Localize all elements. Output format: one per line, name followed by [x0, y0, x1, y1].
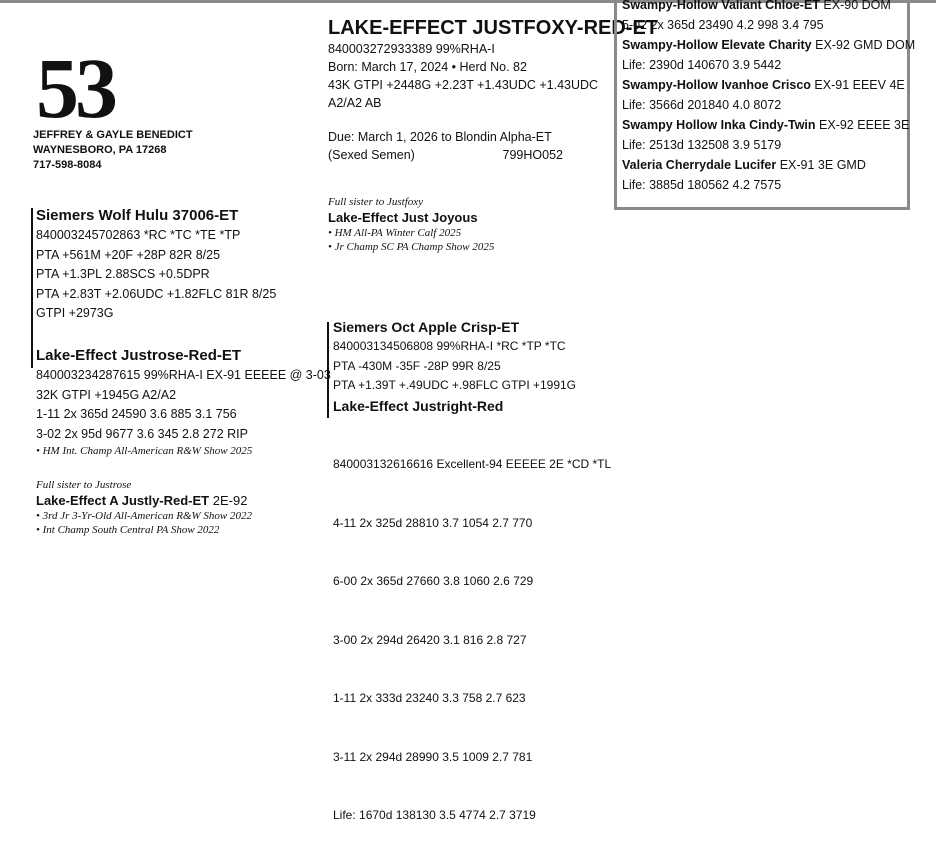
gdam-block	[333, 397, 611, 865]
ancestor-record: Life: 3885d 180562 4.2 7575	[622, 178, 782, 192]
ancestor-record: 5-02 2x 365d 23490 4.2 998 3.4 795	[622, 18, 824, 32]
dam-block	[36, 346, 331, 458]
consignor-name: JEFFREY & GAYLE BENEDICT	[33, 129, 193, 141]
main-name: LAKE-EFFECT JUSTFOXY-RED-ET	[328, 17, 659, 39]
full-sister-rose-label: Full sister to Justrose	[36, 479, 132, 491]
ancestor-class: EX-91 3E GMD	[776, 158, 866, 172]
dam-name: Lake-Effect Justrose-Red-ET	[36, 347, 242, 364]
ancestor-class: EX-91 EEEV 4E	[810, 78, 905, 92]
sire-line: PTA +2.83T +2.06UDC +1.82FLC 81R 8/25	[36, 286, 277, 301]
main-animal	[328, 16, 658, 164]
gdam-line: 3-11 2x 294d 28990 3.5 1009 2.7 781	[333, 749, 533, 764]
ancestor-name: Swampy-Hollow Valiant Chloe-ET	[622, 0, 820, 12]
gdam-line: 4-11 2x 325d 28810 3.7 1054 2.7 770	[333, 515, 533, 530]
ancestor-entry	[622, 115, 915, 135]
ancestor-class: EX-90 DOM	[819, 0, 891, 12]
full-sister-rose	[36, 478, 252, 537]
main-due: Due: March 1, 2026 to Blondin Alpha-ET	[328, 130, 552, 144]
sire-line: PTA +1.3PL 2.88SCS +0.5DPR	[36, 267, 210, 281]
sire-line: 840003245702863 *RC *TC *TE *TP	[36, 228, 241, 242]
gdam-line: 840003132616616 Excellent-94 EEEEE 2E *CD *TL	[333, 457, 612, 471]
main-semen-code: 799HO052	[502, 148, 563, 162]
ancestor-class: EX-92 GMD DOM	[811, 38, 916, 52]
sire-line: PTA +561M +20F +28P 82R 8/25	[36, 247, 221, 262]
ancestor-record: Life: 2513d 132508 3.9 5179	[622, 138, 782, 152]
main-kappa: A2/A2 AB	[328, 96, 382, 110]
mgs-line: PTA +1.39T +.49UDC +.98FLC GTPI +1991G	[333, 378, 577, 392]
full-sister-rose-note: • 3rd Jr 3-Yr-Old All-American R&W Show 2022	[36, 510, 252, 522]
full-sister-foxy-label: Full sister to Justfoxy	[328, 196, 424, 208]
ancestor-entry	[622, 155, 915, 175]
ancestors-box	[614, 0, 916, 210]
full-sister-foxy-note: • HM All-PA Winter Calf 2025	[328, 227, 462, 239]
dam-line: 1-11 2x 365d 24590 3.6 885 3.1 756	[36, 407, 237, 421]
ancestor-name: Valeria Cherrydale Lucifer	[622, 158, 777, 172]
sire-line: GTPI +2973G	[36, 306, 114, 320]
main-semen: (Sexed Semen)	[328, 148, 415, 162]
sire-block	[36, 206, 276, 324]
main-semen-row	[328, 146, 563, 164]
dam-line: 3-02 2x 95d 9677 3.6 345 2.8 272 RIP	[36, 426, 248, 441]
full-sister-rose-class: 2E-92	[209, 493, 248, 508]
mgs-name: Siemers Oct Apple Crisp-ET	[333, 319, 520, 335]
dam-line: 840003234287615 99%RHA-I EX-91 EEEEE @ 3-03	[36, 368, 331, 382]
full-sister-rose-note: • Int Champ South Central PA Show 2022	[36, 524, 220, 536]
ancestor-entry	[622, 0, 915, 15]
sire-name: Siemers Wolf Hulu 37006-ET	[36, 207, 239, 224]
pedigree-bracket-sire	[31, 208, 33, 368]
consignor-location: WAYNESBORO, PA 17268	[33, 144, 167, 156]
full-sister-foxy	[328, 195, 494, 254]
consignor-block	[33, 128, 193, 173]
ancestor-record: Life: 3566d 201840 4.0 8072	[622, 98, 782, 112]
gdam-name: Lake-Effect Justright-Red	[333, 398, 504, 414]
mgs-line: 840003134506808 99%RHA-I *RC *TP *TC	[333, 339, 566, 353]
main-born: Born: March 17, 2024 • Herd No. 82	[328, 60, 527, 74]
ancestor-class: EX-92 EEEE 3E	[815, 118, 910, 132]
main-reg: 840003272933389 99%RHA-I	[328, 42, 495, 56]
ancestor-entry	[622, 35, 915, 55]
full-sister-rose-name: Lake-Effect A Justly-Red-ET	[36, 493, 210, 508]
consignor-phone: 717-598-8084	[33, 159, 102, 171]
ancestor-name: Swampy Hollow Inka Cindy-Twin	[622, 118, 816, 132]
full-sister-foxy-name: Lake-Effect Just Joyous	[328, 210, 478, 225]
main-genomics: 43K GTPI +2448G +2.23T +1.43UDC +1.43UDC	[328, 78, 599, 92]
full-sister-rose-title	[36, 492, 252, 509]
dam-line: 32K GTPI +1945G A2/A2	[36, 387, 177, 402]
gdam-line: Life: 1670d 138130 3.5 4774 2.7 3719	[333, 808, 536, 822]
ancestor-record: Life: 2390d 140670 3.9 5442	[622, 58, 782, 72]
full-sister-foxy-note: • Jr Champ SC PA Champ Show 2025	[328, 241, 495, 253]
mgs-line: PTA -430M -35F -28P 99R 8/25	[333, 358, 501, 373]
ancestor-name: Swampy-Hollow Elevate Charity	[622, 38, 812, 52]
ancestor-name: Swampy-Hollow Ivanhoe Crisco	[622, 78, 811, 92]
mgs-block	[333, 318, 576, 396]
ancestor-entry	[622, 75, 915, 95]
gdam-line: 3-00 2x 294d 26420 3.1 816 2.8 727	[333, 632, 527, 647]
gdam-line: 6-00 2x 365d 27660 3.8 1060 2.6 729	[333, 574, 534, 588]
gdam-line: 1-11 2x 333d 23240 3.3 758 2.7 623	[333, 691, 526, 705]
lot-number: 53	[36, 40, 114, 136]
dam-note: • HM Int. Champ All-American R&W Show 2025	[36, 445, 253, 457]
